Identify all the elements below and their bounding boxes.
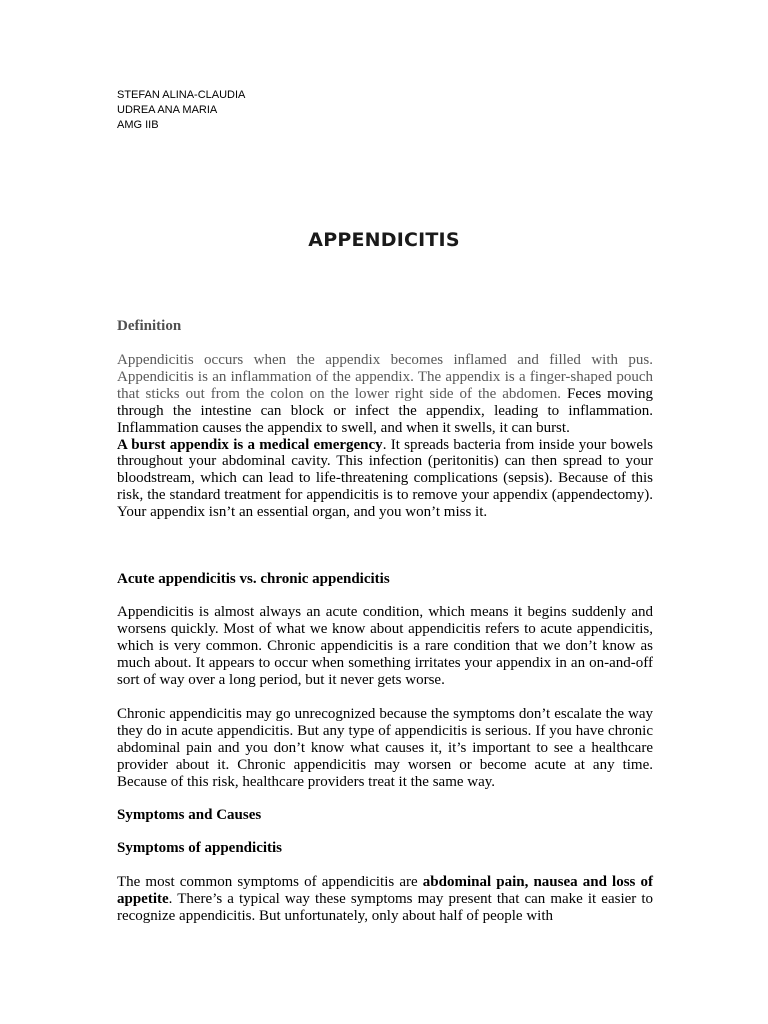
symptoms-text: The most common symptoms of appendicitis are [117, 874, 423, 890]
definition-section [117, 352, 653, 521]
author-block [117, 88, 245, 133]
definition-grey-text: Appendicitis occurs when the appendix becomes inflamed and filled with pus. Appendicitis is an inflammation of the appendix. The appendix is a finger-shaped pouch that sticks out from the colon on the lower right side of the abdomen. [117, 352, 653, 402]
document-title: APPENDICITIS [308, 229, 460, 251]
author-name: UDREA ANA MARIA [117, 104, 218, 116]
acute-paragraph-1: Appendicitis is almost always an acute condition, which means it begins suddenly and worsens quickly. Most of what we know about appendicitis refers to acute appendicitis, which is very common. Chronic appendicitis is a rare condition that we don’t know as much about. It appears to occur when something irritates your appendix in an on-and-off sort of way over a long period, but it never gets worse. [117, 604, 653, 688]
section-heading-symptoms: Symptoms of appendicitis [117, 840, 283, 856]
burst-paragraph [117, 437, 653, 522]
acute-paragraph-2: Chronic appendicitis may go unrecognized because the symptoms don’t escalate the way they do in acute appendicitis. But any type of appendicitis is serious. If you have chronic abdominal pain and you don’t know what causes it, it’s important to see a healthcare provider about it. Chronic appendicitis may worsen or become acute at any time. Because of this risk, healthcare providers treat it the same way. [117, 706, 653, 790]
symptoms-text-continued: . There’s a typical way these symptoms may present that can make it easier to recognize appendicitis. But unfortunately, only about half of people with [117, 890, 653, 924]
section-heading-definition: Definition [117, 318, 182, 334]
symptoms-bold-text: abdominal pain, nausea and loss of appetite [117, 874, 653, 907]
section-heading-acute: Acute appendicitis vs. chronic appendicitis [117, 571, 390, 587]
burst-bold-text: A burst appendix is a medical emergency [117, 436, 383, 453]
definition-text: Feces moving through the intestine can block or infect the appendix, leading to inflammation. Inflammation causes the appendix to swell, and when it swells, it can burst. [117, 385, 653, 436]
burst-text: . It spreads bacteria from inside your bowels throughout your abdominal cavity. This infection (peritonitis) can then spread to your bloodstream, which can lead to life-threatening complications (sepsis). Because of this risk, the standard treatment for appendicitis is to remove your appendix (appendectomy). Your appendix isn’t an essential organ, and you won’t miss it. [117, 436, 653, 521]
section-heading-symptoms-causes: Symptoms and Causes [117, 807, 262, 823]
symptoms-paragraph [117, 874, 653, 925]
definition-paragraph [117, 352, 653, 437]
author-name: STEFAN ALINA-CLAUDIA [117, 89, 246, 101]
class-group: AMG IIB [117, 119, 159, 131]
